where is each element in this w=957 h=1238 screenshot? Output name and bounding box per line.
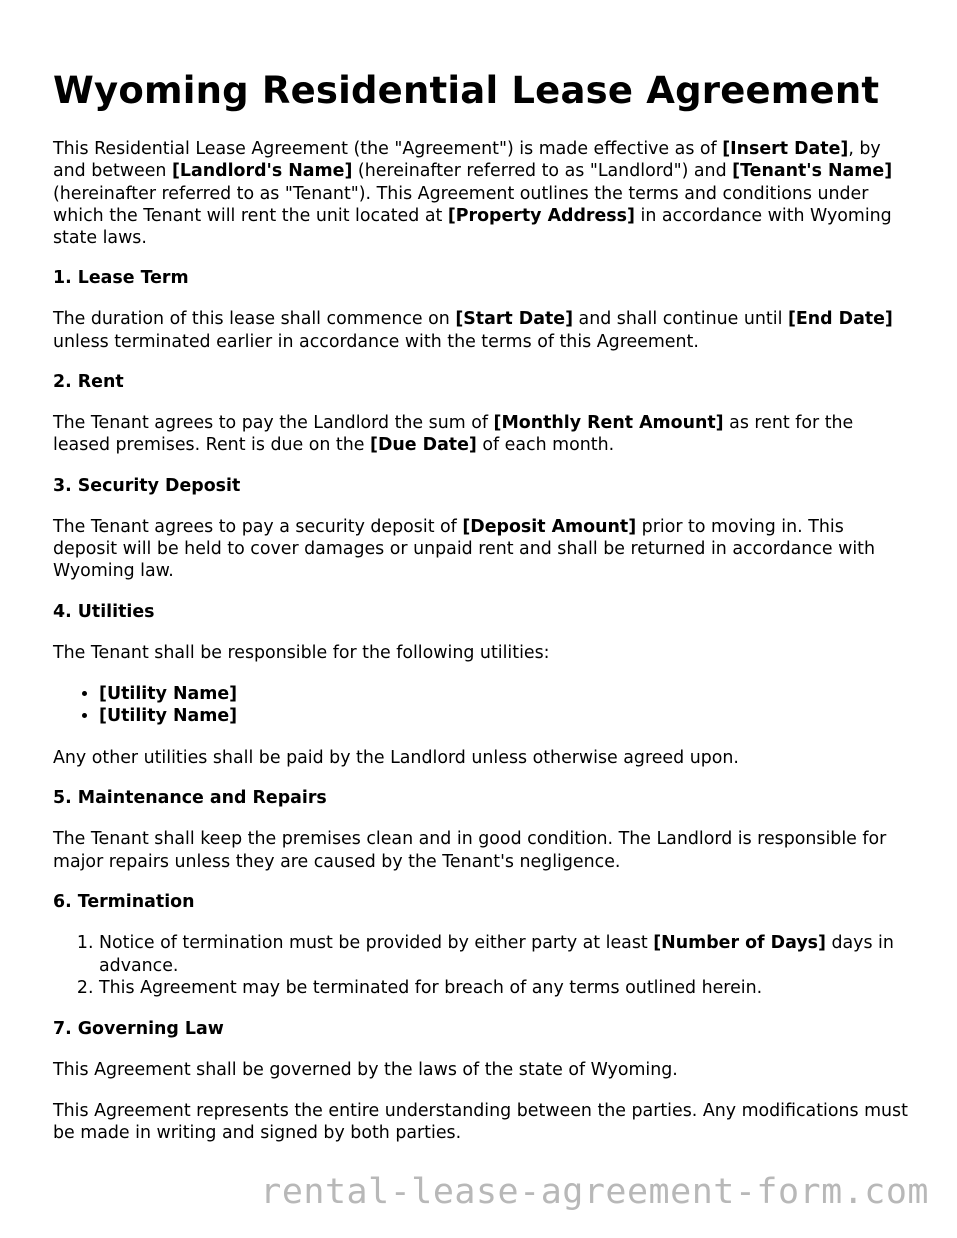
- property-address-placeholder: [Property Address]: [447, 205, 635, 226]
- section-heading-lease-term: 1. Lease Term: [53, 268, 189, 289]
- end-date-placeholder: [End Date]: [787, 309, 893, 330]
- lease-term-paragraph: [53, 308, 913, 353]
- start-date-placeholder: [Start Date]: [455, 309, 574, 330]
- list-item: [99, 932, 913, 977]
- deposit-amount-placeholder: [Deposit Amount]: [462, 516, 637, 537]
- document-title: Wyoming Residential Lease Agreement: [53, 69, 880, 112]
- landlord-name-placeholder: [Landlord's Name]: [171, 161, 353, 182]
- utilities-outro: Any other utilities shall be paid by the Landlord unless otherwise agreed upon.: [53, 748, 739, 769]
- insert-date-placeholder: [Insert Date]: [722, 139, 849, 159]
- list-item-text: days in advance.: [99, 932, 894, 976]
- intro-text: This Residential Lease Agreement (the "Agreement") is made effective as of: [53, 139, 723, 159]
- section-heading-maintenance: 5. Maintenance and Repairs: [53, 788, 327, 809]
- paragraph-text: The Tenant agrees to pay the Landlord the sum of: [53, 413, 494, 434]
- tenant-name-placeholder: [Tenant's Name]: [732, 161, 893, 182]
- utilities-list: [53, 683, 913, 728]
- document-page: [53, 0, 913, 1145]
- maintenance-paragraph: The Tenant shall keep the premises clean and in good condition. The Landlord is responsible for major repairs unless they are caused by the Tenant's negligence.: [53, 829, 887, 872]
- paragraph-text: The Tenant agrees to pay a security deposit of: [53, 516, 463, 537]
- list-item: [99, 705, 913, 728]
- section-heading-rent: 2. Rent: [53, 372, 124, 393]
- list-item: 2. This Agreement may be terminated for breach of any terms outlined herein.: [99, 977, 913, 1000]
- closing-paragraph: This Agreement represents the entire understanding between the parties. Any modifications must be made in writing and signed by both parties.: [53, 1101, 908, 1144]
- section-heading-termination: 6. Termination: [53, 891, 195, 912]
- intro-text: (hereinafter referred to as "Landlord") and: [352, 161, 733, 182]
- security-deposit-paragraph: [53, 516, 913, 583]
- paragraph-text: prior to moving in. This deposit will be held to cover damages or unpaid rent and shall be returned in accordance with Wyoming law.: [53, 516, 875, 582]
- utility-name-placeholder: [Utility Name]: [99, 683, 238, 704]
- paragraph-text: The duration of this lease shall commence on: [53, 309, 456, 330]
- paragraph-text: as rent for the leased premises. Rent is due on the: [53, 413, 854, 456]
- termination-list: [53, 932, 913, 1000]
- intro-text: , by and between: [53, 139, 881, 182]
- watermark: rental-lease-agreement-form.com: [260, 1172, 929, 1212]
- section-heading-governing-law: 7. Governing Law: [53, 1018, 224, 1039]
- utility-name-placeholder: [Utility Name]: [99, 706, 238, 727]
- paragraph-text: and shall continue until: [573, 309, 788, 330]
- intro-text: (hereinafter referred to as "Tenant"). This Agreement outlines the terms and conditions under which the Tenant will rent the unit located at: [53, 183, 869, 226]
- section-heading-security-deposit: 3. Security Deposit: [53, 475, 241, 496]
- governing-law-paragraph: This Agreement shall be governed by the laws of the state of Wyoming.: [53, 1059, 678, 1080]
- paragraph-text: unless terminated earlier in accordance with the terms of this Agreement.: [53, 331, 699, 352]
- monthly-rent-placeholder: [Monthly Rent Amount]: [493, 413, 724, 434]
- rent-paragraph: [53, 412, 913, 457]
- paragraph-text: of each month.: [476, 435, 615, 456]
- number-of-days-placeholder: [Number of Days]: [653, 932, 826, 953]
- intro-paragraph: [53, 138, 913, 249]
- list-item-text: Notice of termination must be provided by either party at least: [99, 932, 654, 953]
- utilities-intro: The Tenant shall be responsible for the following utilities:: [53, 642, 550, 663]
- intro-text: in accordance with Wyoming state laws.: [53, 205, 892, 249]
- section-heading-utilities: 4. Utilities: [53, 601, 155, 622]
- due-date-placeholder: [Due Date]: [370, 435, 477, 456]
- list-item: [99, 683, 913, 706]
